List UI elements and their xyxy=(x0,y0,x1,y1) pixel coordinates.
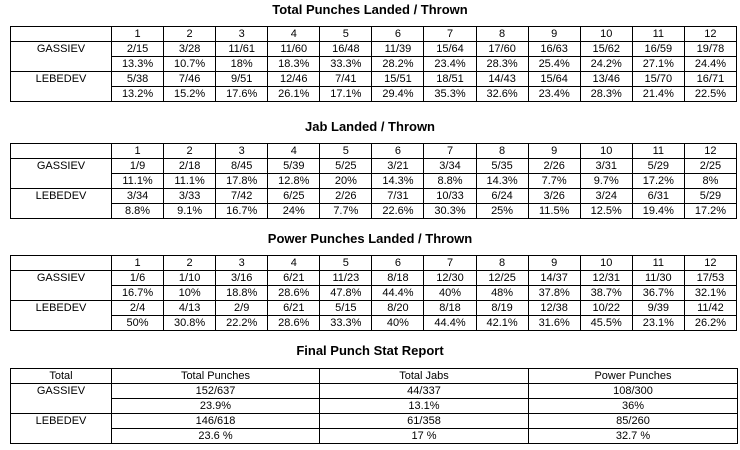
percent-cell: 14.3% xyxy=(372,174,424,189)
percent-cell: 20% xyxy=(320,174,372,189)
ratio-cell: 5/29 xyxy=(632,159,684,174)
ratio-cell: 14/43 xyxy=(476,72,528,87)
round-header-cell: 12 xyxy=(684,256,736,271)
ratio-cell: 6/31 xyxy=(632,189,684,204)
round-header-cell: 5 xyxy=(320,144,372,159)
percent-cell: 16.7% xyxy=(112,286,164,301)
round-header-cell: 4 xyxy=(268,256,320,271)
ratio-cell: 6/25 xyxy=(268,189,320,204)
round-header-cell: 5 xyxy=(320,27,372,42)
final-value-cell: 44/337 xyxy=(320,384,529,399)
percent-cell: 18% xyxy=(216,57,268,72)
ratio-cell: 12/38 xyxy=(528,301,580,316)
fighter-ratio-row xyxy=(11,42,737,57)
percent-cell: 33.3% xyxy=(320,316,372,331)
percent-cell: 12.8% xyxy=(268,174,320,189)
fighter-name: GASSIEV xyxy=(11,42,112,57)
final-percent-cell: 13.1% xyxy=(320,399,529,414)
ratio-cell: 1/6 xyxy=(112,271,164,286)
percent-cell: 13.3% xyxy=(112,57,164,72)
percent-cell: 42.1% xyxy=(476,316,528,331)
final-header-total-jabs: Total Jabs xyxy=(320,369,529,384)
round-header-cell: 1 xyxy=(112,144,164,159)
ratio-cell: 2/26 xyxy=(320,189,372,204)
round-header-cell: 11 xyxy=(632,256,684,271)
ratio-cell: 9/51 xyxy=(216,72,268,87)
percent-cell: 19.4% xyxy=(632,204,684,219)
ratio-cell: 7/42 xyxy=(216,189,268,204)
fighter-name-spacer xyxy=(11,286,112,301)
percent-cell: 28.3% xyxy=(476,57,528,72)
percent-cell: 10% xyxy=(164,286,216,301)
fighter-name-spacer xyxy=(11,204,112,219)
percent-cell: 23.4% xyxy=(528,87,580,102)
percent-cell: 45.5% xyxy=(580,316,632,331)
ratio-cell: 16/48 xyxy=(320,42,372,57)
ratio-cell: 15/62 xyxy=(580,42,632,57)
ratio-cell: 2/18 xyxy=(164,159,216,174)
ratio-cell: 1/10 xyxy=(164,271,216,286)
ratio-cell: 3/31 xyxy=(580,159,632,174)
ratio-cell: 19/78 xyxy=(684,42,736,57)
percent-cell: 35.3% xyxy=(424,87,476,102)
ratio-cell: 6/21 xyxy=(268,271,320,286)
fighter-ratio-row xyxy=(11,271,737,286)
percent-cell: 24% xyxy=(268,204,320,219)
percent-cell: 30.3% xyxy=(424,204,476,219)
fighter-percent-row xyxy=(11,87,737,102)
percent-cell: 25% xyxy=(476,204,528,219)
round-header-cell: 3 xyxy=(216,144,268,159)
percent-cell: 24.4% xyxy=(684,57,736,72)
percent-cell: 28.3% xyxy=(580,87,632,102)
percent-cell: 25.4% xyxy=(528,57,580,72)
ratio-cell: 6/21 xyxy=(268,301,320,316)
final-value-cell: 146/618 xyxy=(112,414,320,429)
percent-cell: 22.2% xyxy=(216,316,268,331)
fighter-percent-row xyxy=(11,316,737,331)
ratio-cell: 8/45 xyxy=(216,159,268,174)
fighter-percent-row xyxy=(11,57,737,72)
round-header-cell: 2 xyxy=(164,144,216,159)
percent-cell: 17.6% xyxy=(216,87,268,102)
ratio-cell: 18/51 xyxy=(424,72,476,87)
final-name-spacer xyxy=(11,429,112,444)
final-percent-cell: 36% xyxy=(529,399,738,414)
corner-cell xyxy=(11,144,112,159)
percent-cell: 40% xyxy=(372,316,424,331)
percent-cell: 47.8% xyxy=(320,286,372,301)
round-header-cell: 10 xyxy=(580,144,632,159)
percent-cell: 7.7% xyxy=(320,204,372,219)
percent-cell: 30.8% xyxy=(164,316,216,331)
percent-cell: 11.1% xyxy=(112,174,164,189)
jab-title: Jab Landed / Thrown xyxy=(304,119,435,134)
round-header-cell: 7 xyxy=(424,27,476,42)
percent-cell: 36.7% xyxy=(632,286,684,301)
ratio-cell: 5/38 xyxy=(112,72,164,87)
ratio-cell: 2/15 xyxy=(112,42,164,57)
round-header-row xyxy=(11,144,737,159)
percent-cell: 48% xyxy=(476,286,528,301)
total-punches-title: Total Punches Landed / Thrown xyxy=(272,2,468,17)
final-gassiev-values-row xyxy=(11,384,738,399)
ratio-cell: 5/25 xyxy=(320,159,372,174)
ratio-cell: 7/41 xyxy=(320,72,372,87)
final-report-title: Final Punch Stat Report xyxy=(296,343,444,358)
ratio-cell: 12/31 xyxy=(580,271,632,286)
percent-cell: 50% xyxy=(112,316,164,331)
ratio-cell: 3/24 xyxy=(580,189,632,204)
ratio-cell: 12/25 xyxy=(476,271,528,286)
round-header-cell: 7 xyxy=(424,256,476,271)
percent-cell: 24.2% xyxy=(580,57,632,72)
percent-cell: 22.5% xyxy=(684,87,736,102)
final-header-row xyxy=(11,369,738,384)
ratio-cell: 11/39 xyxy=(372,42,424,57)
percent-cell: 17.2% xyxy=(684,204,736,219)
final-value-cell: 108/300 xyxy=(529,384,738,399)
final-header-total-punches: Total Punches xyxy=(112,369,320,384)
ratio-cell: 5/15 xyxy=(320,301,372,316)
ratio-cell: 15/64 xyxy=(528,72,580,87)
fighter-percent-row xyxy=(11,286,737,301)
final-value-cell: 85/260 xyxy=(529,414,738,429)
fighter-ratio-row xyxy=(11,159,737,174)
percent-cell: 32.6% xyxy=(476,87,528,102)
round-header-cell: 11 xyxy=(632,144,684,159)
fighter-name: GASSIEV xyxy=(11,271,112,286)
round-header-cell: 6 xyxy=(372,256,424,271)
final-header-power-punches: Power Punches xyxy=(529,369,738,384)
ratio-cell: 11/42 xyxy=(684,301,736,316)
fighter-name: LEBEDEV xyxy=(11,301,112,316)
ratio-cell: 10/22 xyxy=(580,301,632,316)
round-header-cell: 3 xyxy=(216,27,268,42)
percent-cell: 44.4% xyxy=(372,286,424,301)
ratio-cell: 8/18 xyxy=(424,301,476,316)
percent-cell: 18.8% xyxy=(216,286,268,301)
percent-cell: 8.8% xyxy=(424,174,476,189)
ratio-cell: 3/34 xyxy=(112,189,164,204)
ratio-cell: 11/30 xyxy=(632,271,684,286)
percent-cell: 10.7% xyxy=(164,57,216,72)
percent-cell: 33.3% xyxy=(320,57,372,72)
ratio-cell: 3/34 xyxy=(424,159,476,174)
final-value-cell: 152/637 xyxy=(112,384,320,399)
ratio-cell: 11/23 xyxy=(320,271,372,286)
final-fighter-name: LEBEDEV xyxy=(11,414,112,429)
ratio-cell: 8/18 xyxy=(372,271,424,286)
round-header-cell: 9 xyxy=(528,27,580,42)
round-header-cell: 4 xyxy=(268,144,320,159)
round-header-cell: 2 xyxy=(164,256,216,271)
percent-cell: 23.4% xyxy=(424,57,476,72)
ratio-cell: 17/60 xyxy=(476,42,528,57)
ratio-cell: 5/35 xyxy=(476,159,528,174)
final-percent-cell: 23.6 % xyxy=(112,429,320,444)
round-header-cell: 10 xyxy=(580,27,632,42)
ratio-cell: 3/33 xyxy=(164,189,216,204)
percent-cell: 17.8% xyxy=(216,174,268,189)
percent-cell: 18.3% xyxy=(268,57,320,72)
ratio-cell: 1/9 xyxy=(112,159,164,174)
fighter-ratio-row xyxy=(11,189,737,204)
percent-cell: 27.1% xyxy=(632,57,684,72)
ratio-cell: 15/70 xyxy=(632,72,684,87)
round-header-cell: 8 xyxy=(476,144,528,159)
ratio-cell: 3/21 xyxy=(372,159,424,174)
fighter-name-spacer xyxy=(11,87,112,102)
percent-cell: 28.6% xyxy=(268,316,320,331)
ratio-cell: 16/59 xyxy=(632,42,684,57)
percent-cell: 29.4% xyxy=(372,87,424,102)
percent-cell: 15.2% xyxy=(164,87,216,102)
ratio-cell: 2/9 xyxy=(216,301,268,316)
round-header-cell: 11 xyxy=(632,27,684,42)
percent-cell: 9.1% xyxy=(164,204,216,219)
round-header-cell: 9 xyxy=(528,256,580,271)
final-lebedev-percent-row xyxy=(11,429,738,444)
percent-cell: 13.2% xyxy=(112,87,164,102)
percent-cell: 11.1% xyxy=(164,174,216,189)
ratio-cell: 5/39 xyxy=(268,159,320,174)
percent-cell: 37.8% xyxy=(528,286,580,301)
percent-cell: 8.8% xyxy=(112,204,164,219)
ratio-cell: 2/4 xyxy=(112,301,164,316)
percent-cell: 16.7% xyxy=(216,204,268,219)
round-header-cell: 7 xyxy=(424,144,476,159)
percent-cell: 8% xyxy=(684,174,736,189)
ratio-cell: 16/71 xyxy=(684,72,736,87)
ratio-cell: 15/51 xyxy=(372,72,424,87)
ratio-cell: 8/20 xyxy=(372,301,424,316)
ratio-cell: 11/61 xyxy=(216,42,268,57)
ratio-cell: 2/25 xyxy=(684,159,736,174)
percent-cell: 11.5% xyxy=(528,204,580,219)
round-header-cell: 6 xyxy=(372,144,424,159)
ratio-cell: 2/26 xyxy=(528,159,580,174)
percent-cell: 9.7% xyxy=(580,174,632,189)
percent-cell: 21.4% xyxy=(632,87,684,102)
ratio-cell: 3/28 xyxy=(164,42,216,57)
corner-cell xyxy=(11,27,112,42)
percent-cell: 22.6% xyxy=(372,204,424,219)
round-header-cell: 12 xyxy=(684,27,736,42)
power-punches-table xyxy=(10,255,737,331)
ratio-cell: 7/31 xyxy=(372,189,424,204)
total-punches-table xyxy=(10,26,737,102)
round-header-cell: 1 xyxy=(112,256,164,271)
round-header-cell: 6 xyxy=(372,27,424,42)
percent-cell: 32.1% xyxy=(684,286,736,301)
percent-cell: 23.1% xyxy=(632,316,684,331)
percent-cell: 28.6% xyxy=(268,286,320,301)
percent-cell: 40% xyxy=(424,286,476,301)
corner-cell xyxy=(11,256,112,271)
round-header-cell: 12 xyxy=(684,144,736,159)
fighter-name: LEBEDEV xyxy=(11,189,112,204)
final-name-spacer xyxy=(11,399,112,414)
percent-cell: 26.1% xyxy=(268,87,320,102)
ratio-cell: 3/26 xyxy=(528,189,580,204)
fighter-name-spacer xyxy=(11,316,112,331)
ratio-cell: 8/19 xyxy=(476,301,528,316)
ratio-cell: 12/46 xyxy=(268,72,320,87)
final-gassiev-percent-row xyxy=(11,399,738,414)
round-header-cell: 3 xyxy=(216,256,268,271)
percent-cell: 38.7% xyxy=(580,286,632,301)
final-header-total: Total xyxy=(11,369,112,384)
final-report-table xyxy=(10,368,738,444)
final-percent-cell: 23.9% xyxy=(112,399,320,414)
final-percent-cell: 32.7 % xyxy=(529,429,738,444)
fighter-name-spacer xyxy=(11,57,112,72)
percent-cell: 44.4% xyxy=(424,316,476,331)
ratio-cell: 5/29 xyxy=(684,189,736,204)
round-header-cell: 2 xyxy=(164,27,216,42)
round-header-cell: 4 xyxy=(268,27,320,42)
final-lebedev-values-row xyxy=(11,414,738,429)
final-value-cell: 61/358 xyxy=(320,414,529,429)
fighter-ratio-row xyxy=(11,301,737,316)
round-header-row xyxy=(11,27,737,42)
round-header-cell: 8 xyxy=(476,256,528,271)
ratio-cell: 7/46 xyxy=(164,72,216,87)
percent-cell: 14.3% xyxy=(476,174,528,189)
ratio-cell: 9/39 xyxy=(632,301,684,316)
ratio-cell: 12/30 xyxy=(424,271,476,286)
round-header-cell: 8 xyxy=(476,27,528,42)
round-header-cell: 5 xyxy=(320,256,372,271)
final-percent-cell: 17 % xyxy=(320,429,529,444)
ratio-cell: 4/13 xyxy=(164,301,216,316)
final-fighter-name: GASSIEV xyxy=(11,384,112,399)
round-header-cell: 1 xyxy=(112,27,164,42)
ratio-cell: 15/64 xyxy=(424,42,476,57)
percent-cell: 31.6% xyxy=(528,316,580,331)
ratio-cell: 11/60 xyxy=(268,42,320,57)
ratio-cell: 16/63 xyxy=(528,42,580,57)
ratio-cell: 13/46 xyxy=(580,72,632,87)
percent-cell: 17.2% xyxy=(632,174,684,189)
fighter-name-spacer xyxy=(11,174,112,189)
fighter-ratio-row xyxy=(11,72,737,87)
fighter-name: LEBEDEV xyxy=(11,72,112,87)
ratio-cell: 3/16 xyxy=(216,271,268,286)
ratio-cell: 10/33 xyxy=(424,189,476,204)
ratio-cell: 17/53 xyxy=(684,271,736,286)
fighter-percent-row xyxy=(11,204,737,219)
percent-cell: 17.1% xyxy=(320,87,372,102)
power-punches-title: Power Punches Landed / Thrown xyxy=(267,231,473,246)
fighter-percent-row xyxy=(11,174,737,189)
percent-cell: 26.2% xyxy=(684,316,736,331)
round-header-cell: 9 xyxy=(528,144,580,159)
round-header-cell: 10 xyxy=(580,256,632,271)
percent-cell: 28.2% xyxy=(372,57,424,72)
round-header-row xyxy=(11,256,737,271)
ratio-cell: 6/24 xyxy=(476,189,528,204)
ratio-cell: 14/37 xyxy=(528,271,580,286)
percent-cell: 12.5% xyxy=(580,204,632,219)
jab-table xyxy=(10,143,737,219)
fighter-name: GASSIEV xyxy=(11,159,112,174)
percent-cell: 7.7% xyxy=(528,174,580,189)
